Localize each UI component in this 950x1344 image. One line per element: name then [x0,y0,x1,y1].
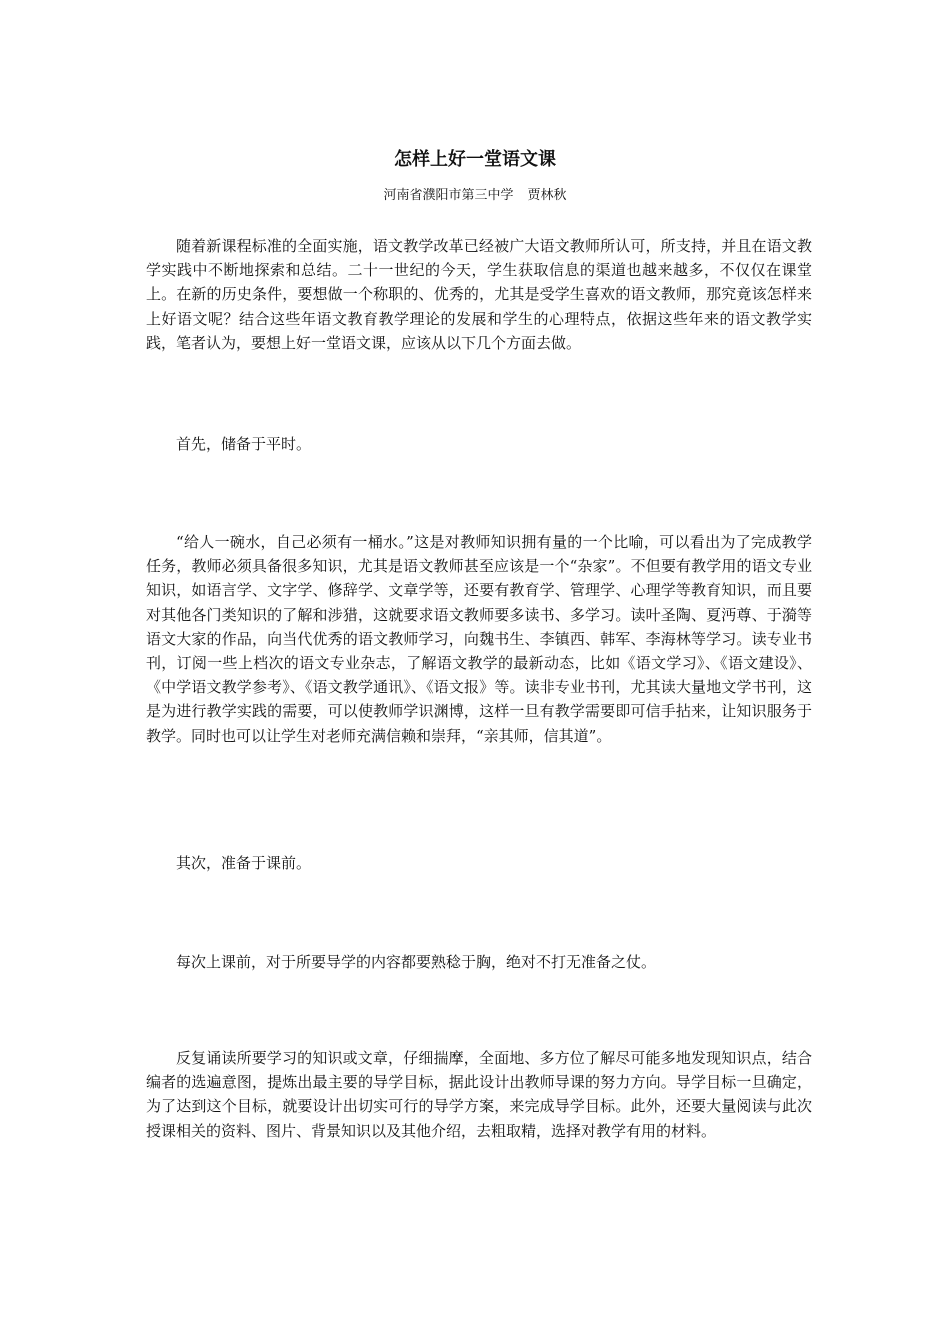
heading-second-point: 其次，准备于课前。 [176,854,312,872]
author-affiliation: 河南省濮阳市第三中学 [383,188,514,203]
heading-first-point: 首先，储备于平时。 [176,435,312,453]
document-title: 怎样上好一堂语文课 [394,149,556,170]
paragraph-preparation: 每次上课前，对于所要导学的内容都要熟稔于胸，绝对不打无准备之仗。 [176,953,657,971]
author-line [0,186,950,206]
paragraph-intro: 随着新课程标准的全面实施，语文教学改革已经被广大语文教师所认可，所支持，并且在语文教学实践中不断地探索和总结。二十一世纪的今天，学生获取信息的渠道也越来越多，不仅仅在课堂上。在新的历史条件，要想做一个称职的、优秀的，尤其是受学生喜欢的语文教师，那究竟该怎样来上好语文呢？结合这些年语文教育教学理论的发展和学生的心理特点，依据这些年来的语文教学实践，笔者认为，要想上好一堂语文课，应该从以下几个方面去做。 [146,237,812,352]
author-name: 贾林秋 [527,188,567,203]
paragraph-lesson-planning: 反复诵读所要学习的知识或文章，仔细揣摩，全面地、多方位了解尽可能多地发现知识点，结合编者的选遍意图，提炼出最主要的导学目标，据此设计出教师导课的努力方向。导学目标一旦确定，为了达到这个目标，就要设计出切实可行的导学方案，来完成导学目标。此外，还要大量阅读与此次授课相关的资料、图片、背景知识以及其他介绍，去粗取精，选择对教学有用的材料。 [146,1049,812,1140]
paragraph-reading: “给人一碗水，自己必须有一桶水。”这是对教师知识拥有量的一个比喻，可以看出为了完成教学任务，教师必须具备很多知识，尤其是语文教师甚至应该是一个“杂家”。不但要有教学用的语文专业知识，如语言学、文字学、修辞学、文章学等，还要有教育学、管理学、心理学等教育知识，而且要对其他各门类知识的了解和涉猎，这就要求语文教师要多读书、多学习。读叶圣陶、夏沔尊、于漪等语文大家的作品，向当代优秀的语文教师学习，向魏书生、李镇西、韩军、李海林等学习。读专业书刊，订阅一些上档次的语文专业杂志，了解语文教学的最新动态，比如《语文学习》、《语文建设》、《中学语文教学参考》、《语文教学通讯》、《语文报》等。读非专业书刊，尤其读大量地文学书刊，这是为进行教学实践的需要，可以使教师学识渊博，这样一旦有教学需要即可信手拈来，让知识服务于教学。同时也可以让学生对老师充满信赖和崇拜，“亲其师，信其道”。 [146,533,812,745]
